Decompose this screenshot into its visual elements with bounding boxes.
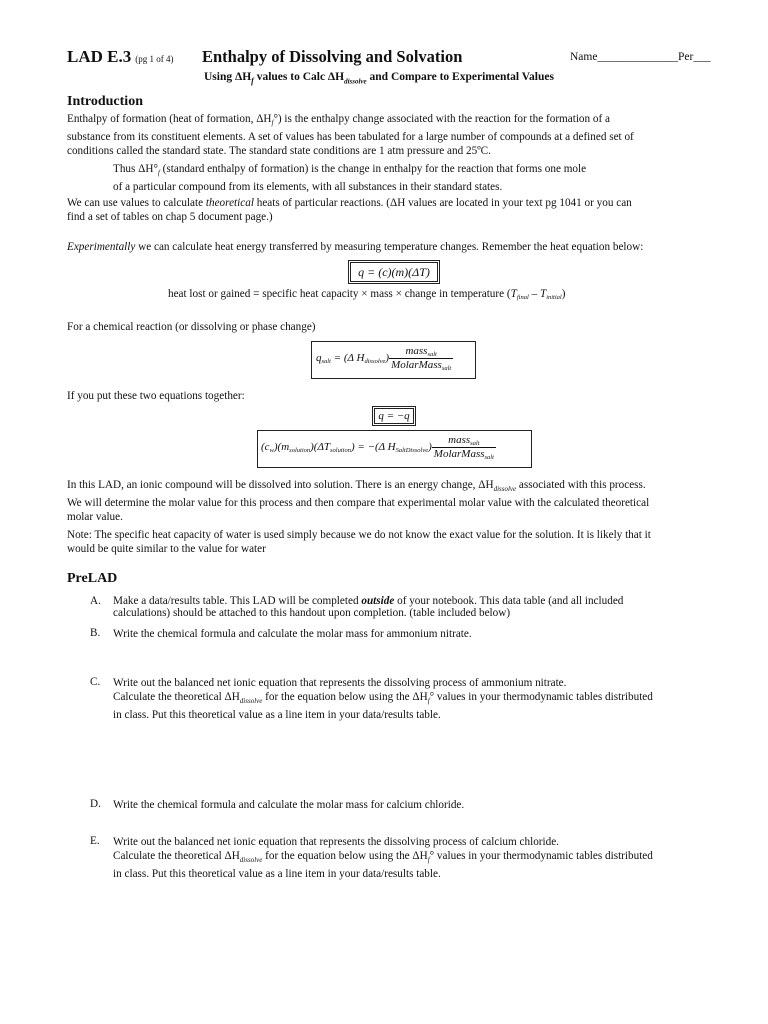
subtitle: Using $\Delta H_f$ values to Calc $\Delta H_{dissolve}$ and Compare to Experimental Values — [204, 71, 554, 86]
page-indicator: (pg 1 of 4) — [135, 54, 174, 64]
intro-paragraph-7: In this LAD, an ionic compound will be dissolved into solution. There is an energy change, $\Delta H_{dissolve}$ associated with this process. We will determine the molar value for this process and then compare that experimental molar value with the calculated theoretical molar value. — [67, 479, 650, 524]
intro-paragraph-5: For a chemical reaction (or dissolving or phase change) — [67, 321, 316, 333]
prelad-heading: PreLAD — [67, 571, 118, 586]
prelad-item-letter: E. — [90, 835, 100, 847]
period-label: Per — [677, 51, 694, 63]
energy-balance-equation: q = −q — [378, 410, 410, 422]
reaction-equation-box — [311, 341, 476, 379]
prelad-item-a: Make a data/results table. This LAD will be completed outside of your notebook. This data table (and all included calculations) should be attached to this handout upon completion. (table included below) — [113, 595, 624, 619]
intro-note: Note: The specific heat capacity of water is used simply because we do not know the exact value for the solution. It is likely that it would be quite similar to the value for water — [67, 529, 651, 555]
page-title: Enthalpy of Dissolving and Solvation — [202, 47, 463, 66]
introduction-heading: Introduction — [67, 94, 143, 109]
prelad-item-d: Write the chemical formula and calculate the molar mass for calcium chloride. — [113, 799, 465, 811]
intro-paragraph-6: If you put these two equations together: — [67, 390, 245, 402]
prelad-item-c: Write out the balanced net ionic equation that represents the dissolving process of ammonium nitrate. Calculate the theoretical $\Delta H_{dissolve}$ for the equation below using the $\Delta H_f^\circ$ values in your thermodynamic tables distributed in class. Put this theoretical value as a line item in your data/results table. — [113, 677, 653, 722]
prelad-item-b: Write the chemical formula and calculate the molar mass for ammonium nitrate. — [113, 628, 472, 640]
name-label: Name — [570, 51, 598, 63]
heat-equation-caption: heat lost or gained = specific heat capacity × mass × change in temperature $(T_{final} - T_{initial})$ — [168, 288, 566, 301]
prelad-item-e: Write out the balanced net ionic equation that represents the dissolving process of calcium chloride. Calculate the theoretical $\Delta H_{dissolve}$ for the equation below using the $\Delta H_f^\circ$ values in your thermodynamic tables distributed in class. Put this theoretical value as a line item in your data/results table. — [113, 836, 653, 881]
intro-paragraph-1: Enthalpy of formation (heat of formation, $\Delta H_f^\circ$) is the enthalpy change associated with the reaction for the formation of a substance from its constituent elements. A set of values has been tabulated for a large number of compounds at a defined set of conditions called the standard state. The standard state conditions are 1 atm pressure and 25ºC. — [67, 113, 634, 158]
name-period-field — [570, 51, 711, 63]
prelad-item-letter: C. — [90, 676, 101, 688]
worksheet-header — [67, 47, 173, 67]
prelad-item-letter: D. — [90, 798, 101, 810]
reaction-equation: $q_{salt} = (\Delta$ $H_{dissolve}$) $\frac{mass_{salt}}{MolarMass_{salt}}$ — [316, 345, 452, 372]
heat-equation-box — [350, 262, 438, 282]
period-blank: ___ — [693, 51, 711, 63]
intro-paragraph-2: Thus $\Delta H^\circ_f$ (standard enthalpy of formation) is the change in enthalpy for the reaction that forms one mole of a particular compound from its elements, with all substances in their standard states. — [113, 163, 587, 194]
energy-balance-box — [374, 408, 414, 424]
prelad-item-letter: B. — [90, 627, 101, 639]
intro-paragraph-4: Experimentally we can calculate heat energy transferred by measuring temperature changes. Remember the heat equation below: — [67, 241, 644, 253]
intro-paragraph-3: We can use values to calculate theoretical heats of particular reactions. (ΔH values are located in your text pg 1041 or you can find a set of tables on chap 5 document page.) — [67, 197, 632, 223]
prelad-item-letter: A. — [90, 595, 101, 607]
combined-equation: $(c_w)(m_{solution})(\Delta T_{solution}) = -(\Delta$ $H_{SaltDissolve}$) $\frac{mass_{salt}}{MolarMass_{salt}}$ — [261, 434, 494, 461]
combined-equation-box — [257, 430, 532, 468]
lad-code: LAD E.3 — [67, 47, 132, 66]
name-blank: ______________ — [597, 51, 678, 63]
heat-equation: q = (c)(m)(ΔT) — [358, 265, 430, 279]
